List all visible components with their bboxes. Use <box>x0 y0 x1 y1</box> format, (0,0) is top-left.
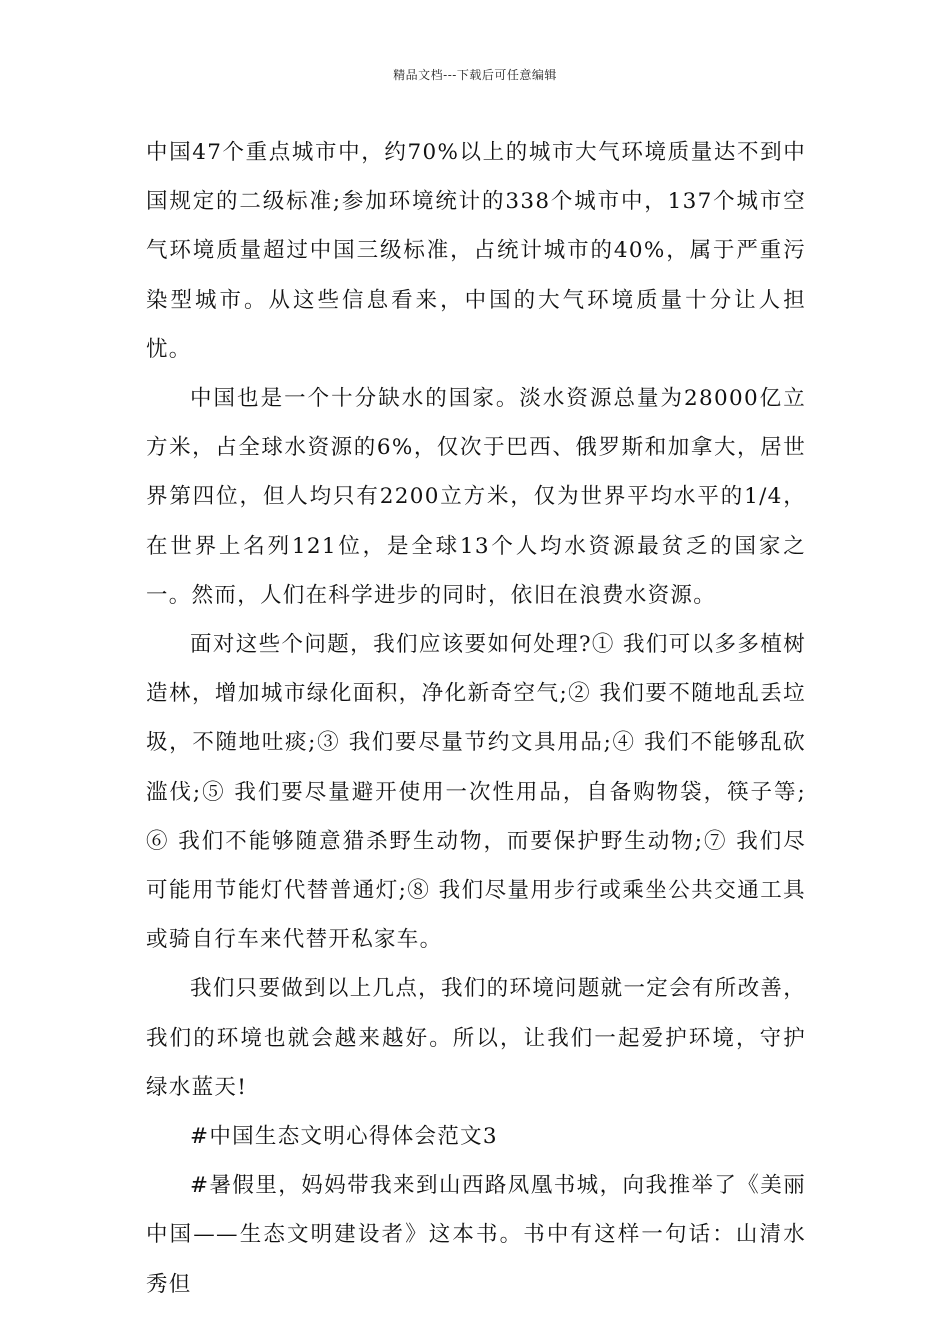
paragraph-conclusion: 我们只要做到以上几点，我们的环境问题就一定会有所改善，我们的环境也就会越来越好。所以，让我们一起爱护环境，守护绿水蓝天! <box>146 976 806 1100</box>
document-body <box>146 128 806 1309</box>
page-header: 精品文档---下载后可任意编辑 <box>393 68 557 82</box>
paragraph-summer-bookstore: #暑假里，妈妈带我来到山西路凤凰书城，向我推举了《美丽中国——生态文明建设者》这本书。书中有这样一句话：山清水秀但 <box>146 1173 806 1297</box>
paragraph-water-shortage: 中国也是一个十分缺水的国家。淡水资源总量为28000亿立方米，占全球水资源的6%，仅次于巴西、俄罗斯和加拿大，居世界第四位，但人均只有2200立方米，仅为世界平均水平的1/4，在世界上名列121位，是全球13个人均水资源最贫乏的国家之一。然而，人们在科学进步的同时，依旧在浪费水资源。 <box>146 386 806 608</box>
section-heading: #中国生态文明心得体会范文3 <box>190 1124 498 1150</box>
paragraph-solutions: 面对这些个问题，我们应该要如何处理?① 我们可以多多植树造林，增加城市绿化面积，净化新奇空气;② 我们要不随地乱丢垃圾，不随地吐痰;③ 我们要尽量节约文具用品;④ 我们不能够乱砍滥伐;⑤ 我们要尽量避开使用一次性用品，自备购物袋，筷子等;⑥ 我们不能够随意猎杀野生动物，而要保护野生动物;⑦ 我们尽可能用节能灯代替普通灯;⑧ 我们尽量用步行或乘坐公共交通工具或骑自行车来代替开私家车。 <box>146 632 806 953</box>
paragraph-air-quality: 中国47个重点城市中，约70%以上的城市大气环境质量达不到中国规定的二级标准;参加环境统计的338个城市中，137个城市空气环境质量超过中国三级标准，占统计城市的40%，属于严重污染型城市。从这些信息看来，中国的大气环境质量十分让人担忧。 <box>146 140 806 362</box>
